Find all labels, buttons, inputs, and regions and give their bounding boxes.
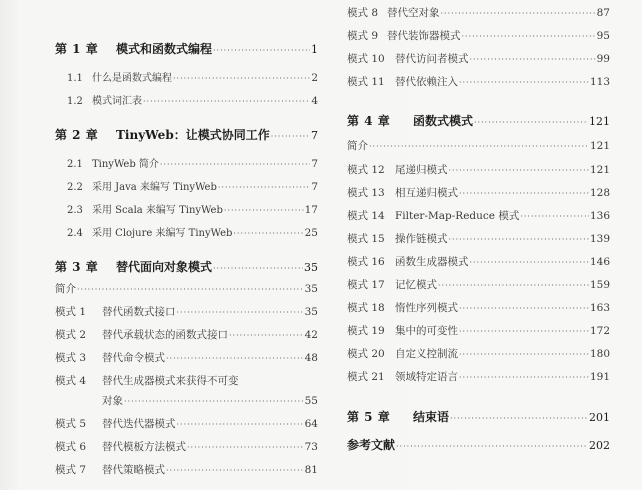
leader-dots bbox=[229, 331, 304, 340]
toc-entry[interactable] bbox=[347, 277, 610, 292]
toc-entry-title: 替代命令模式 bbox=[102, 352, 165, 364]
toc-entry-title: 采用 Scala 来编写 TinyWeb bbox=[92, 205, 223, 216]
toc-entry-number: 模式 5 bbox=[55, 418, 87, 430]
toc-entry[interactable] bbox=[55, 92, 318, 107]
toc-entry-number: 模式 8 bbox=[347, 7, 379, 19]
leader-dots bbox=[233, 229, 303, 238]
toc-page-number: 73 bbox=[304, 441, 318, 453]
leader-dots bbox=[450, 414, 588, 423]
toc-entry-number: 模式 11 bbox=[347, 76, 385, 88]
leader-dots bbox=[470, 258, 589, 267]
toc-page-number: 191 bbox=[589, 371, 610, 383]
toc-page-number: 2 bbox=[311, 72, 318, 84]
toc-page-number: 64 bbox=[304, 418, 318, 430]
toc-entry-title: 函数式模式 bbox=[413, 114, 474, 128]
toc-entry-number: 2.1 bbox=[67, 159, 83, 170]
toc-entry-title: 替代生成器模式来获得不可变 bbox=[102, 375, 239, 387]
toc-entry[interactable] bbox=[55, 439, 318, 454]
toc-entry-number: 模式 17 bbox=[347, 279, 385, 291]
toc-entry-number: 2.2 bbox=[67, 182, 83, 193]
toc-entry-title: 替代面向对象模式 bbox=[116, 260, 213, 274]
toc-chapter-heading[interactable] bbox=[55, 258, 318, 275]
toc-entry[interactable] bbox=[55, 350, 318, 365]
toc-entry-number: 模式 2 bbox=[55, 329, 87, 341]
toc-entry-number: 模式 16 bbox=[347, 256, 385, 268]
leader-dots bbox=[224, 206, 304, 215]
leader-dots bbox=[474, 118, 588, 127]
toc-page-number: 25 bbox=[304, 227, 318, 239]
toc-page-number: 7 bbox=[311, 129, 318, 142]
toc-page-number: 17 bbox=[304, 204, 318, 216]
toc-entry-title: 简介 bbox=[55, 283, 76, 295]
toc-entry-number: 模式 21 bbox=[347, 371, 385, 383]
toc-entry[interactable] bbox=[55, 462, 318, 477]
toc-entry-title: 替代空对象 bbox=[387, 7, 440, 19]
toc-entry-title: TinyWeb 简介 bbox=[92, 159, 159, 170]
toc-entry-continuation[interactable] bbox=[55, 393, 318, 408]
toc-entry-title: 函数生成器模式 bbox=[395, 256, 469, 268]
toc-entry-title: 模式和函数式编程 bbox=[116, 42, 213, 56]
toc-entry-title: TinyWeb：让模式协同工作 bbox=[116, 128, 270, 142]
toc-entry-title: 替代迭代器模式 bbox=[102, 418, 176, 430]
toc-entry-number: 模式 1 bbox=[55, 306, 87, 318]
toc-page-number: 35 bbox=[304, 261, 318, 274]
leader-dots bbox=[441, 9, 596, 18]
toc-entry[interactable] bbox=[347, 138, 610, 153]
toc-entry-number: 模式 6 bbox=[55, 441, 87, 453]
toc-entry-number: 第 1 章 bbox=[55, 42, 99, 56]
toc-page-number: 81 bbox=[304, 464, 318, 476]
toc-entry[interactable] bbox=[347, 74, 610, 89]
toc-page-number: 136 bbox=[589, 210, 610, 222]
leader-dots bbox=[459, 189, 589, 198]
toc-page-number: 139 bbox=[589, 233, 610, 245]
toc-entry-number: 模式 7 bbox=[55, 464, 87, 476]
toc-entry[interactable] bbox=[347, 231, 610, 246]
toc-entry-number: 模式 18 bbox=[347, 302, 385, 314]
toc-entry[interactable] bbox=[55, 224, 318, 239]
toc-entry[interactable] bbox=[55, 178, 318, 193]
toc-entry-number: 2.3 bbox=[67, 205, 83, 216]
toc-page-number: 121 bbox=[589, 140, 610, 152]
toc-page-number: 35 bbox=[304, 283, 318, 295]
toc-entry-title: 替代承载状态的函数式接口 bbox=[102, 329, 228, 341]
toc-page-number: 7 bbox=[311, 158, 318, 170]
leader-dots bbox=[449, 235, 589, 244]
leader-dots bbox=[213, 46, 310, 55]
toc-page-number: 95 bbox=[596, 30, 610, 42]
toc-page-number: 48 bbox=[304, 352, 318, 364]
toc-entry-number: 第 3 章 bbox=[55, 260, 99, 274]
toc-page-number: 121 bbox=[589, 164, 610, 176]
toc-page-number: 113 bbox=[589, 76, 610, 88]
toc-page-number: 55 bbox=[304, 395, 318, 407]
toc-chapter-heading[interactable] bbox=[347, 408, 610, 425]
leader-dots bbox=[449, 166, 589, 175]
toc-entry-number: 模式 10 bbox=[347, 53, 385, 65]
leader-dots bbox=[459, 327, 589, 336]
toc-page-number: 7 bbox=[311, 181, 318, 193]
leader-dots bbox=[166, 354, 304, 363]
toc-entry-title: 尾递归模式 bbox=[395, 164, 448, 176]
leader-dots bbox=[369, 142, 589, 151]
toc-entry-number: 第 5 章 bbox=[347, 410, 391, 424]
toc-entry-title: 替代策略模式 bbox=[102, 464, 165, 476]
leader-dots bbox=[218, 183, 310, 192]
leader-dots bbox=[462, 32, 596, 41]
toc-entry-title: 惰性序列模式 bbox=[395, 302, 458, 314]
toc-entry-title: 替代函数式接口 bbox=[102, 306, 176, 318]
leader-dots bbox=[166, 466, 304, 475]
toc-entry-number: 模式 20 bbox=[347, 348, 385, 360]
toc-entry-number: 1.1 bbox=[67, 73, 83, 84]
toc-entry[interactable] bbox=[55, 416, 318, 431]
toc-entry-number: 模式 15 bbox=[347, 233, 385, 245]
toc-page-number: 35 bbox=[304, 306, 318, 318]
leader-dots bbox=[396, 442, 588, 451]
toc-page-number: 42 bbox=[304, 329, 318, 341]
toc-entry[interactable] bbox=[55, 327, 318, 342]
toc-page-number: 180 bbox=[589, 348, 610, 360]
toc-entry-number: 模式 19 bbox=[347, 325, 385, 337]
toc-entry-title: 替代依赖注入 bbox=[395, 76, 458, 88]
toc-entry-number: 模式 3 bbox=[55, 352, 87, 364]
toc-page-number: 99 bbox=[596, 53, 610, 65]
toc-entry-title: 替代装饰器模式 bbox=[387, 30, 461, 42]
toc-entry-number: 模式 14 bbox=[347, 210, 385, 222]
toc-entry[interactable] bbox=[55, 373, 318, 388]
toc-entry[interactable] bbox=[347, 346, 610, 361]
leader-dots bbox=[459, 78, 589, 87]
toc-entry[interactable] bbox=[55, 281, 318, 296]
leader-dots bbox=[470, 55, 596, 64]
toc-entry-number: 1.2 bbox=[67, 96, 83, 107]
leader-dots bbox=[459, 350, 589, 359]
toc-page-number: 4 bbox=[311, 95, 318, 107]
toc-entry-number: 模式 4 bbox=[55, 375, 87, 387]
toc-chapter-heading[interactable] bbox=[55, 126, 318, 143]
toc-entry[interactable] bbox=[347, 51, 610, 66]
toc-entry-number: 模式 12 bbox=[347, 164, 385, 176]
toc-entry[interactable] bbox=[347, 254, 610, 269]
toc-entry-title: 什么是函数式编程 bbox=[92, 73, 172, 84]
toc-page-number: 1 bbox=[311, 43, 318, 56]
leader-dots bbox=[124, 397, 304, 406]
toc-entry-title: Filter-Map-Reduce 模式 bbox=[395, 210, 520, 222]
toc-entry-title: 领域特定语言 bbox=[395, 371, 458, 383]
toc-entry-title: 集中的可变性 bbox=[395, 325, 458, 337]
leader-dots bbox=[271, 132, 310, 141]
toc-entry-title: 对象 bbox=[102, 395, 123, 407]
toc-entry[interactable] bbox=[347, 369, 610, 384]
toc-page-number: 202 bbox=[589, 439, 610, 452]
toc-page-number: 87 bbox=[596, 7, 610, 19]
toc-entry[interactable] bbox=[347, 5, 610, 20]
toc-chapter-heading[interactable] bbox=[347, 436, 610, 453]
toc-entry[interactable] bbox=[347, 300, 610, 315]
toc-page-number: 201 bbox=[589, 411, 610, 424]
toc-entry-title: 相互递归模式 bbox=[395, 187, 458, 199]
leader-dots bbox=[160, 160, 310, 169]
leader-dots bbox=[187, 443, 304, 452]
toc-chapter-heading[interactable] bbox=[347, 112, 610, 129]
toc-entry-title: 自定义控制流 bbox=[395, 348, 458, 360]
toc-entry-title: 采用 Clojure 来编写 TinyWeb bbox=[92, 228, 233, 239]
toc-page-number: 172 bbox=[589, 325, 610, 337]
toc-entry-number: 第 4 章 bbox=[347, 114, 391, 128]
toc-entry-title: 模式词汇表 bbox=[92, 96, 142, 107]
toc-entry-title: 简介 bbox=[347, 140, 368, 152]
toc-page-number: 163 bbox=[589, 302, 610, 314]
toc-entry-number: 模式 13 bbox=[347, 187, 385, 199]
toc-entry[interactable] bbox=[347, 162, 610, 177]
leader-dots bbox=[177, 420, 304, 429]
toc-entry-title: 操作链模式 bbox=[395, 233, 448, 245]
leader-dots bbox=[459, 304, 589, 313]
leader-dots bbox=[520, 212, 589, 221]
toc-entry-number: 模式 9 bbox=[347, 30, 379, 42]
toc-entry[interactable] bbox=[347, 28, 610, 43]
toc-entry[interactable] bbox=[347, 185, 610, 200]
toc-entry[interactable] bbox=[347, 323, 610, 338]
toc-entry-title: 结束语 bbox=[413, 410, 450, 424]
toc-page-number: 159 bbox=[589, 279, 610, 291]
leader-dots bbox=[213, 264, 303, 273]
leader-dots bbox=[143, 97, 310, 106]
toc-entry-title: 参考文献 bbox=[347, 438, 396, 452]
leader-dots bbox=[177, 308, 304, 317]
leader-dots bbox=[173, 74, 310, 83]
toc-entry-title: 记忆模式 bbox=[395, 279, 437, 291]
toc-entry[interactable] bbox=[55, 69, 318, 84]
toc-page-number: 128 bbox=[589, 187, 610, 199]
toc-entry[interactable] bbox=[347, 208, 610, 223]
toc-entry[interactable] bbox=[55, 201, 318, 216]
toc-entry-title: 采用 Java 来编写 TinyWeb bbox=[92, 182, 217, 193]
toc-entry-title: 替代模板方法模式 bbox=[102, 441, 186, 453]
toc-entry-title: 替代访问者模式 bbox=[395, 53, 469, 65]
toc-entry[interactable] bbox=[55, 304, 318, 319]
toc-entry-number: 第 2 章 bbox=[55, 128, 99, 142]
toc-entry[interactable] bbox=[55, 155, 318, 170]
toc-chapter-heading[interactable] bbox=[55, 40, 318, 57]
leader-dots bbox=[77, 285, 304, 294]
leader-dots bbox=[459, 373, 589, 382]
leader-dots bbox=[438, 281, 589, 290]
toc-page-number: 146 bbox=[589, 256, 610, 268]
toc-page-number: 121 bbox=[589, 115, 610, 128]
toc-entry-number: 2.4 bbox=[67, 228, 83, 239]
